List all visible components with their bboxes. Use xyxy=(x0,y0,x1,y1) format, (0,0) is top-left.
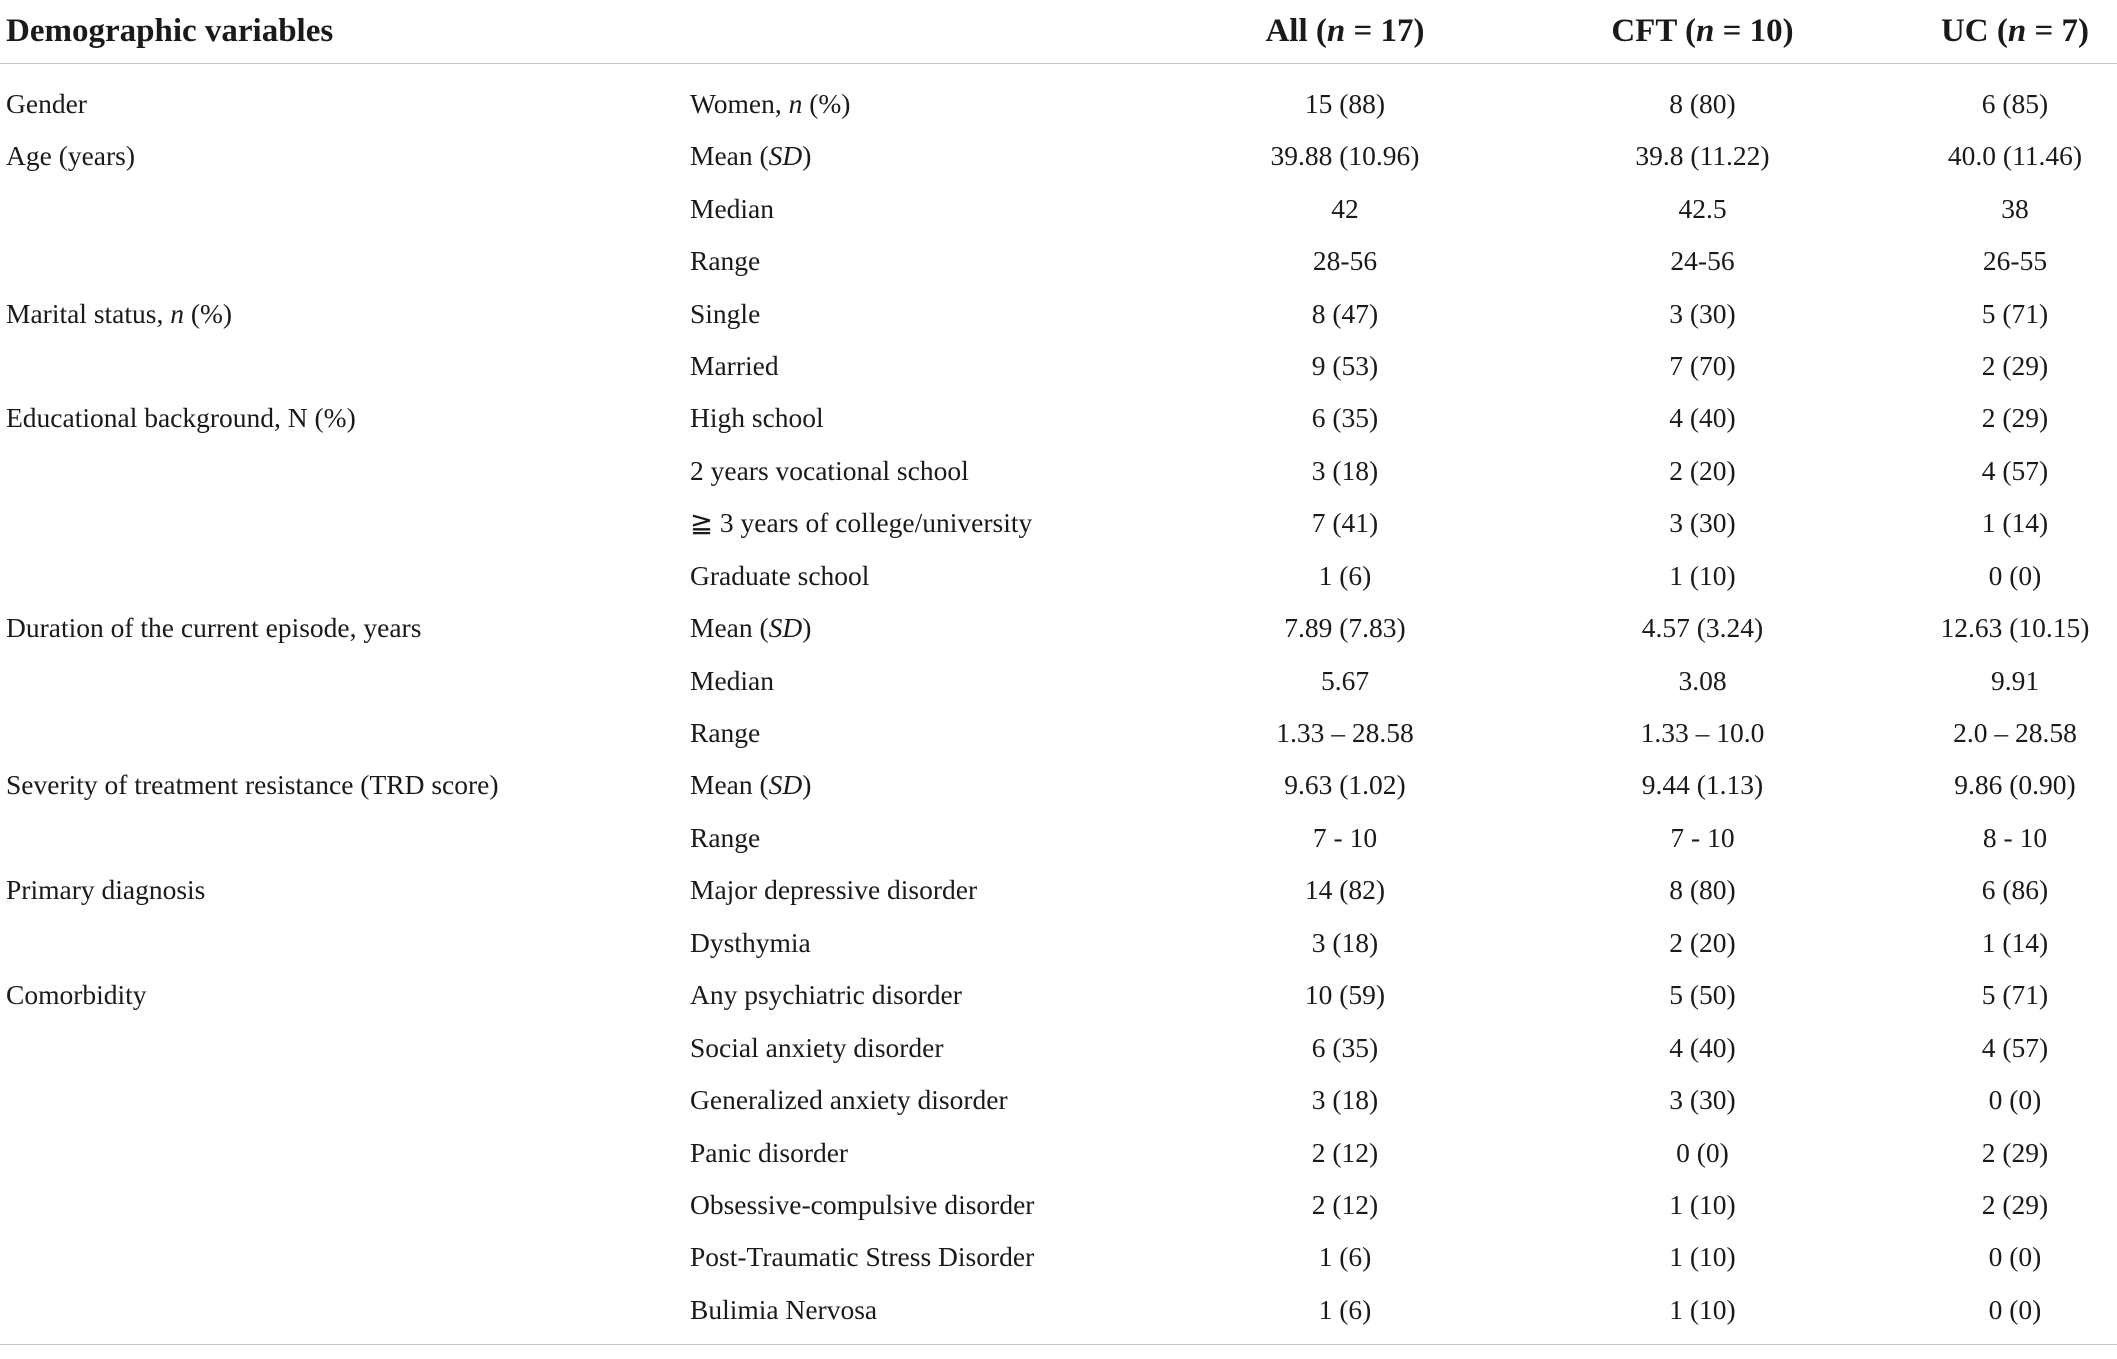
cell-variable xyxy=(0,602,690,654)
cell-cft-value: 9.44 (1.13) xyxy=(1641,769,1764,801)
table-row xyxy=(0,864,2117,916)
table-row xyxy=(0,812,2117,864)
cell-variable xyxy=(0,445,690,497)
category-text: Generalized anxiety disorder xyxy=(690,1084,1008,1116)
cell-category xyxy=(690,1284,1170,1345)
cell-all-value: 7.89 (7.83) xyxy=(1284,612,1406,644)
header-cft-count: = 10) xyxy=(1714,13,1794,49)
cell-variable xyxy=(0,392,690,444)
category-text: Mean ( xyxy=(690,769,769,801)
cell-variable xyxy=(0,1231,690,1283)
category-text: Major depressive disorder xyxy=(690,874,978,906)
cell-uc-value: 2.0 – 28.58 xyxy=(1953,717,2077,749)
cell-category xyxy=(690,1021,1170,1073)
cell-cft-value: 3 (30) xyxy=(1669,1084,1736,1116)
table-row xyxy=(0,707,2117,759)
cell-cft-value: 1 (10) xyxy=(1669,1188,1736,1220)
category-italic-text: n xyxy=(788,88,803,119)
category-text: Range xyxy=(690,821,761,853)
category-text: Bulimia Nervosa xyxy=(690,1293,878,1325)
category-text: High school xyxy=(690,402,824,434)
cell-cft-value: 1 (10) xyxy=(1669,559,1736,591)
table-row xyxy=(0,130,2117,182)
cell-all-value: 5.67 xyxy=(1320,664,1370,696)
variable-text: Duration of the current episode, years xyxy=(6,612,422,644)
variable-text: Age (years) xyxy=(6,140,136,172)
category-italic-text: SD xyxy=(768,612,803,644)
category-suffix-text: (%) xyxy=(802,88,851,119)
table-row xyxy=(0,340,2117,392)
cell-variable xyxy=(0,497,690,549)
header-uc xyxy=(1885,0,2117,64)
cell-variable xyxy=(0,1074,690,1126)
cell-all-value: 3 (18) xyxy=(1311,1084,1379,1116)
table-header xyxy=(0,0,2117,64)
cell-variable xyxy=(0,812,690,864)
cell-uc-value: 0 (0) xyxy=(1988,1241,2042,1273)
category-text: Median xyxy=(690,192,775,224)
header-uc-label: UC ( xyxy=(1940,13,2008,49)
cell-cft-value: 39.8 (11.22) xyxy=(1635,140,1770,172)
cell-category xyxy=(690,550,1170,602)
cell-category xyxy=(690,969,1170,1021)
cell-cft-value: 0 (0) xyxy=(1676,1136,1729,1168)
table-body xyxy=(0,64,2117,1345)
cell-uc-value: 0 (0) xyxy=(1988,559,2042,591)
variable-text: Gender xyxy=(6,88,87,119)
table-row xyxy=(0,917,2117,969)
cell-category xyxy=(690,445,1170,497)
cell-cft-value: 4 (40) xyxy=(1669,402,1736,434)
cell-all-value: 6 (35) xyxy=(1311,1031,1379,1063)
cell-category xyxy=(690,654,1170,706)
cell-all-value: 10 (59) xyxy=(1304,979,1386,1011)
table-row xyxy=(0,1231,2117,1283)
cell-cft-value: 42.5 xyxy=(1678,192,1727,224)
cell-category xyxy=(690,64,1170,131)
cell-variable xyxy=(0,1126,690,1178)
header-uc-count: = 7) xyxy=(2026,13,2090,49)
cell-category xyxy=(690,182,1170,234)
table-row xyxy=(0,1284,2117,1345)
cell-variable xyxy=(0,759,690,811)
category-text: Women, xyxy=(690,88,789,119)
variable-text: Marital status, xyxy=(6,297,171,329)
cell-cft-value: 1.33 – 10.0 xyxy=(1640,717,1765,749)
cell-variable xyxy=(0,654,690,706)
category-text: Post-Traumatic Stress Disorder xyxy=(690,1241,1035,1273)
cell-variable xyxy=(0,969,690,1021)
cell-variable xyxy=(0,182,690,234)
category-text: Range xyxy=(690,717,761,749)
cell-cft-value: 1 (10) xyxy=(1669,1241,1736,1273)
cell-cft-value: 7 - 10 xyxy=(1670,821,1735,853)
category-text: Median xyxy=(690,664,775,696)
table-row xyxy=(0,1126,2117,1178)
table-row xyxy=(0,969,2117,1021)
header-cft-n: n xyxy=(1696,13,1715,49)
cell-all-value: 9.63 (1.02) xyxy=(1284,769,1406,801)
cell-uc-value: 40.0 (11.46) xyxy=(1947,140,2083,172)
cell-all-value: 7 - 10 xyxy=(1312,821,1378,853)
cell-all-value: 2 (12) xyxy=(1311,1136,1379,1168)
cell-uc-value: 2 (29) xyxy=(1981,349,2049,381)
cell-variable xyxy=(0,917,690,969)
cell-all-value: 1 (6) xyxy=(1170,1284,1520,1345)
cell-variable xyxy=(0,340,690,392)
cell-cft-value: 8 (80) xyxy=(1669,874,1736,906)
category-italic-text: SD xyxy=(768,769,803,801)
variable-suffix-text: (%) xyxy=(183,297,233,329)
category-text: Social anxiety disorder xyxy=(690,1031,944,1063)
cell-cft-value: 4 (40) xyxy=(1669,1031,1736,1063)
cell-uc-value: 4 (57) xyxy=(1981,1031,2049,1063)
header-uc-n: n xyxy=(2007,13,2027,49)
cell-all-value: 28-56 xyxy=(1312,245,1378,277)
cell-uc-value: 2 (29) xyxy=(1981,402,2049,434)
cell-variable xyxy=(0,864,690,916)
header-all-count: = 17) xyxy=(1345,13,1425,49)
cell-variable xyxy=(0,235,690,287)
cell-category xyxy=(690,340,1170,392)
category-text: Mean ( xyxy=(690,612,769,644)
header-all-n: n xyxy=(1326,13,1346,49)
cell-uc-value: 5 (71) xyxy=(1981,979,2049,1011)
cell-category xyxy=(690,1074,1170,1126)
category-suffix-text: ) xyxy=(802,769,812,801)
cell-cft-value: 4.57 (3.24) xyxy=(1641,612,1764,644)
cell-all-value: 15 (88) xyxy=(1304,88,1386,119)
cell-all-value: 3 (18) xyxy=(1311,926,1379,958)
cell-cft-value: 2 (20) xyxy=(1669,926,1736,958)
cell-category xyxy=(690,1231,1170,1283)
variable-italic-text: n xyxy=(170,297,184,329)
cell-cft-value: 3 (30) xyxy=(1669,507,1736,539)
cell-category xyxy=(690,759,1170,811)
cell-all-value: 1 (6) xyxy=(1318,1241,1372,1273)
cell-all-value: 42 xyxy=(1331,192,1359,224)
cell-uc-value: 4 (57) xyxy=(1981,454,2049,486)
cell-uc-value: 2 (29) xyxy=(1981,1188,2049,1220)
cell-uc-value: 1 (14) xyxy=(1981,926,2049,958)
category-text: Range xyxy=(690,245,761,277)
category-text: 2 years vocational school xyxy=(690,454,969,486)
cell-variable xyxy=(0,707,690,759)
cell-category xyxy=(690,707,1170,759)
table-row xyxy=(0,602,2117,654)
table-row xyxy=(0,497,2117,549)
cell-all-value: 14 (82) xyxy=(1304,874,1386,906)
cell-cft-value: 5 (50) xyxy=(1669,979,1736,1011)
category-suffix-text: ) xyxy=(802,140,812,172)
cell-uc-value: 1 (14) xyxy=(1981,507,2049,539)
cell-uc-value: 6 (86) xyxy=(1981,874,2049,906)
header-row xyxy=(0,0,2117,64)
category-text: Any psychiatric disorder xyxy=(690,979,962,1011)
cell-cft-value: 1 (10) xyxy=(1520,1284,1885,1345)
cell-category xyxy=(690,917,1170,969)
table-row xyxy=(0,759,2117,811)
cell-all-value: 3 (18) xyxy=(1311,454,1379,486)
variable-text: Comorbidity xyxy=(6,979,147,1011)
header-demographic-variables: Demographic variables xyxy=(0,0,690,64)
table-row xyxy=(0,445,2117,497)
cell-all-value: 39.88 (10.96) xyxy=(1270,140,1420,172)
header-all xyxy=(1170,0,1520,64)
table-row xyxy=(0,1074,2117,1126)
table-row xyxy=(0,654,2117,706)
cell-category xyxy=(690,287,1170,339)
cell-uc-value: 9.86 (0.90) xyxy=(1954,769,2076,801)
cell-all-value: 1.33 – 28.58 xyxy=(1276,717,1414,749)
table-row xyxy=(0,392,2117,444)
cell-uc-value: 0 (0) xyxy=(1988,1084,2042,1116)
table-row xyxy=(0,182,2117,234)
variable-text: Educational background, N (%) xyxy=(6,402,356,434)
category-text: Graduate school xyxy=(690,559,870,591)
cell-variable xyxy=(0,1021,690,1073)
table-row xyxy=(0,64,2117,131)
cell-all-value: 1 (6) xyxy=(1318,559,1372,591)
cell-all-value: 2 (12) xyxy=(1311,1188,1379,1220)
cell-uc-value: 8 - 10 xyxy=(1982,821,2048,853)
cell-category xyxy=(690,864,1170,916)
cell-cft-value: 3.08 xyxy=(1678,664,1727,696)
cell-cft-value: 2 (20) xyxy=(1669,454,1736,486)
table-row xyxy=(0,235,2117,287)
cell-variable xyxy=(0,64,690,131)
cell-variable xyxy=(0,550,690,602)
cell-uc-value: 12.63 (10.15) xyxy=(1940,612,2090,644)
header-cft-label: CFT ( xyxy=(1611,13,1696,49)
table-row xyxy=(0,550,2117,602)
cell-all-value: 9 (53) xyxy=(1311,349,1379,381)
category-text: Panic disorder xyxy=(690,1136,849,1168)
cell-category xyxy=(690,130,1170,182)
cell-uc-value: 5 (71) xyxy=(1981,297,2049,329)
cell-category xyxy=(690,812,1170,864)
cell-uc-value: 9.91 xyxy=(1990,664,2040,696)
cell-variable xyxy=(0,1179,690,1231)
variable-text: Primary diagnosis xyxy=(6,874,206,906)
cell-cft-value: 8 (80) xyxy=(1669,88,1736,119)
category-italic-text: SD xyxy=(768,140,803,172)
cell-category xyxy=(690,392,1170,444)
cell-category xyxy=(690,602,1170,654)
cell-uc-value: 2 (29) xyxy=(1981,1136,2049,1168)
table-row xyxy=(0,287,2117,339)
cell-all-value: 8 (47) xyxy=(1311,297,1379,329)
cell-all-value: 7 (41) xyxy=(1311,507,1379,539)
cell-uc-value: 0 (0) xyxy=(1885,1284,2117,1345)
cell-cft-value: 7 (70) xyxy=(1669,349,1736,381)
cell-uc-value: 26-55 xyxy=(1982,245,2048,277)
header-all-label: All ( xyxy=(1265,13,1327,49)
category-text: Obsessive-compulsive disorder xyxy=(690,1188,1035,1220)
cell-category xyxy=(690,497,1170,549)
category-text: Dysthymia xyxy=(690,926,811,958)
cell-variable xyxy=(0,1284,690,1345)
table-row xyxy=(0,1021,2117,1073)
cell-variable xyxy=(0,130,690,182)
category-text: Single xyxy=(690,297,761,329)
cell-uc-value: 38 xyxy=(2001,192,2029,224)
header-category xyxy=(690,0,1170,64)
cell-all-value: 6 (35) xyxy=(1311,402,1379,434)
cell-category xyxy=(690,235,1170,287)
cell-category xyxy=(690,1126,1170,1178)
header-cft xyxy=(1520,0,1885,64)
variable-text: Severity of treatment resistance (TRD score) xyxy=(6,769,499,801)
category-text: Mean ( xyxy=(690,140,769,172)
cell-category xyxy=(690,1179,1170,1231)
cell-variable xyxy=(0,287,690,339)
cell-uc-value: 6 (85) xyxy=(1981,88,2049,119)
cell-cft-value: 3 (30) xyxy=(1669,297,1736,329)
category-text: Married xyxy=(690,349,779,381)
table-row xyxy=(0,1179,2117,1231)
category-text: ≧ 3 years of college/university xyxy=(690,507,1033,539)
cell-cft-value: 24-56 xyxy=(1670,245,1735,277)
category-suffix-text: ) xyxy=(802,612,812,644)
